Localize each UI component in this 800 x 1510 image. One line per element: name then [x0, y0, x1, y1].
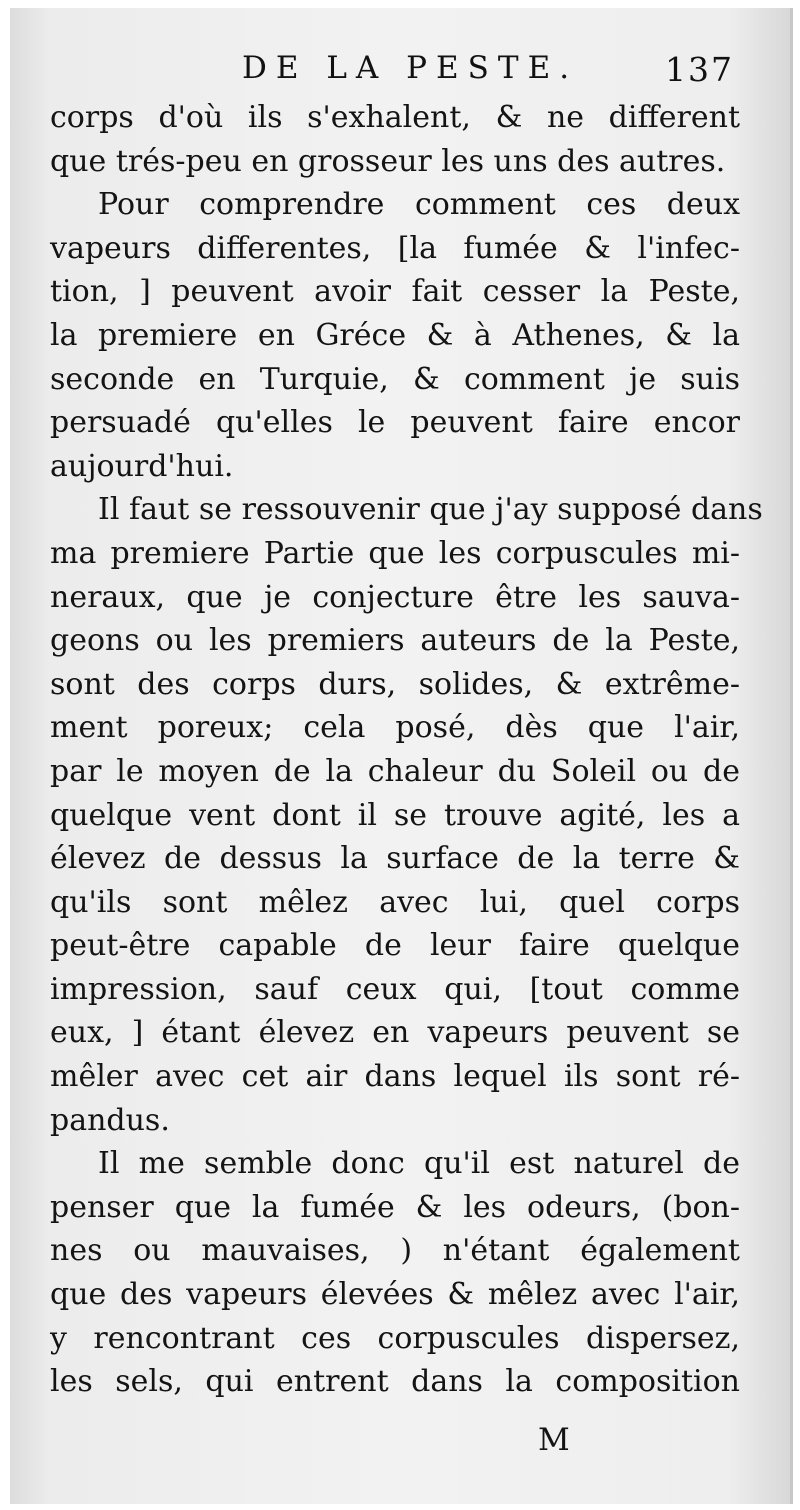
text-line: par le moyen de la chaleur du Soleil ou de: [50, 753, 740, 789]
text-line: y rencontrant ces corpuscules dispersez,: [50, 1320, 740, 1356]
text-line: la premiere en Gréce & à Athenes, & la: [50, 317, 740, 353]
text-line: Il me semble donc qu'il est naturel de: [98, 1146, 740, 1182]
text-line: ment poreux; cela posé, dès que l'air,: [50, 710, 740, 746]
text-line: penser que la fumée & les odeurs, (bon-: [50, 1189, 740, 1225]
text-line: que des vapeurs élevées & mêlez avec l'air,: [50, 1277, 740, 1313]
text-line: quelque vent dont il se trouve agité, les a: [50, 797, 740, 833]
text-line: mêler avec cet air dans lequel ils sont ré-: [50, 1059, 740, 1095]
page-header: [52, 48, 742, 98]
body-text: [50, 96, 763, 1404]
text-line: Pour comprendre comment ces deux: [98, 187, 740, 223]
text-line: peut-être capable de leur faire quelque: [50, 928, 740, 964]
text-line: neraux, que je conjecture être les sauva-: [50, 579, 740, 615]
text-line: persuadé qu'elles le peuvent faire encor: [50, 405, 740, 441]
text-line: seconde en Turquie, & comment je suis: [50, 361, 740, 397]
text-line: pandus.: [50, 1102, 170, 1138]
text-line: Il faut se ressouvenir que j'ay supposé dans: [98, 492, 763, 528]
text-line: corps d'où ils s'exhalent, & ne different: [50, 100, 740, 135]
text-line: les sels, qui entrent dans la composition: [50, 1364, 740, 1400]
text-line: eux, ] étant élevez en vapeurs peuvent se: [50, 1015, 740, 1051]
text-line: impression, sauf ceux qui, [tout comme: [50, 971, 740, 1007]
text-line: ma premiere Partie que les corpuscules mi-: [50, 535, 740, 571]
signature-mark: M: [538, 1422, 570, 1458]
text-line: élevez de dessus la surface de la terre &: [50, 841, 740, 877]
text-line: que trés-peu en grosseur les uns des autres.: [50, 143, 726, 179]
text-line: aujourd'hui.: [50, 448, 234, 484]
text-line: tion, ] peuvent avoir fait cesser la Peste,: [50, 274, 740, 310]
text-line: nes ou mauvaises, ) n'étant également: [50, 1233, 740, 1269]
text-line: qu'ils sont mêlez avec lui, quel corps: [50, 884, 740, 920]
text-line: sont des corps durs, solides, & extrême-: [50, 666, 740, 702]
running-head: DE LA PESTE.: [242, 50, 579, 86]
text-line: vapeurs differentes, [la fumée & l'infec-: [50, 230, 740, 266]
text-line: geons ou les premiers auteurs de la Peste,: [50, 623, 740, 659]
page-number: 137: [665, 50, 734, 89]
